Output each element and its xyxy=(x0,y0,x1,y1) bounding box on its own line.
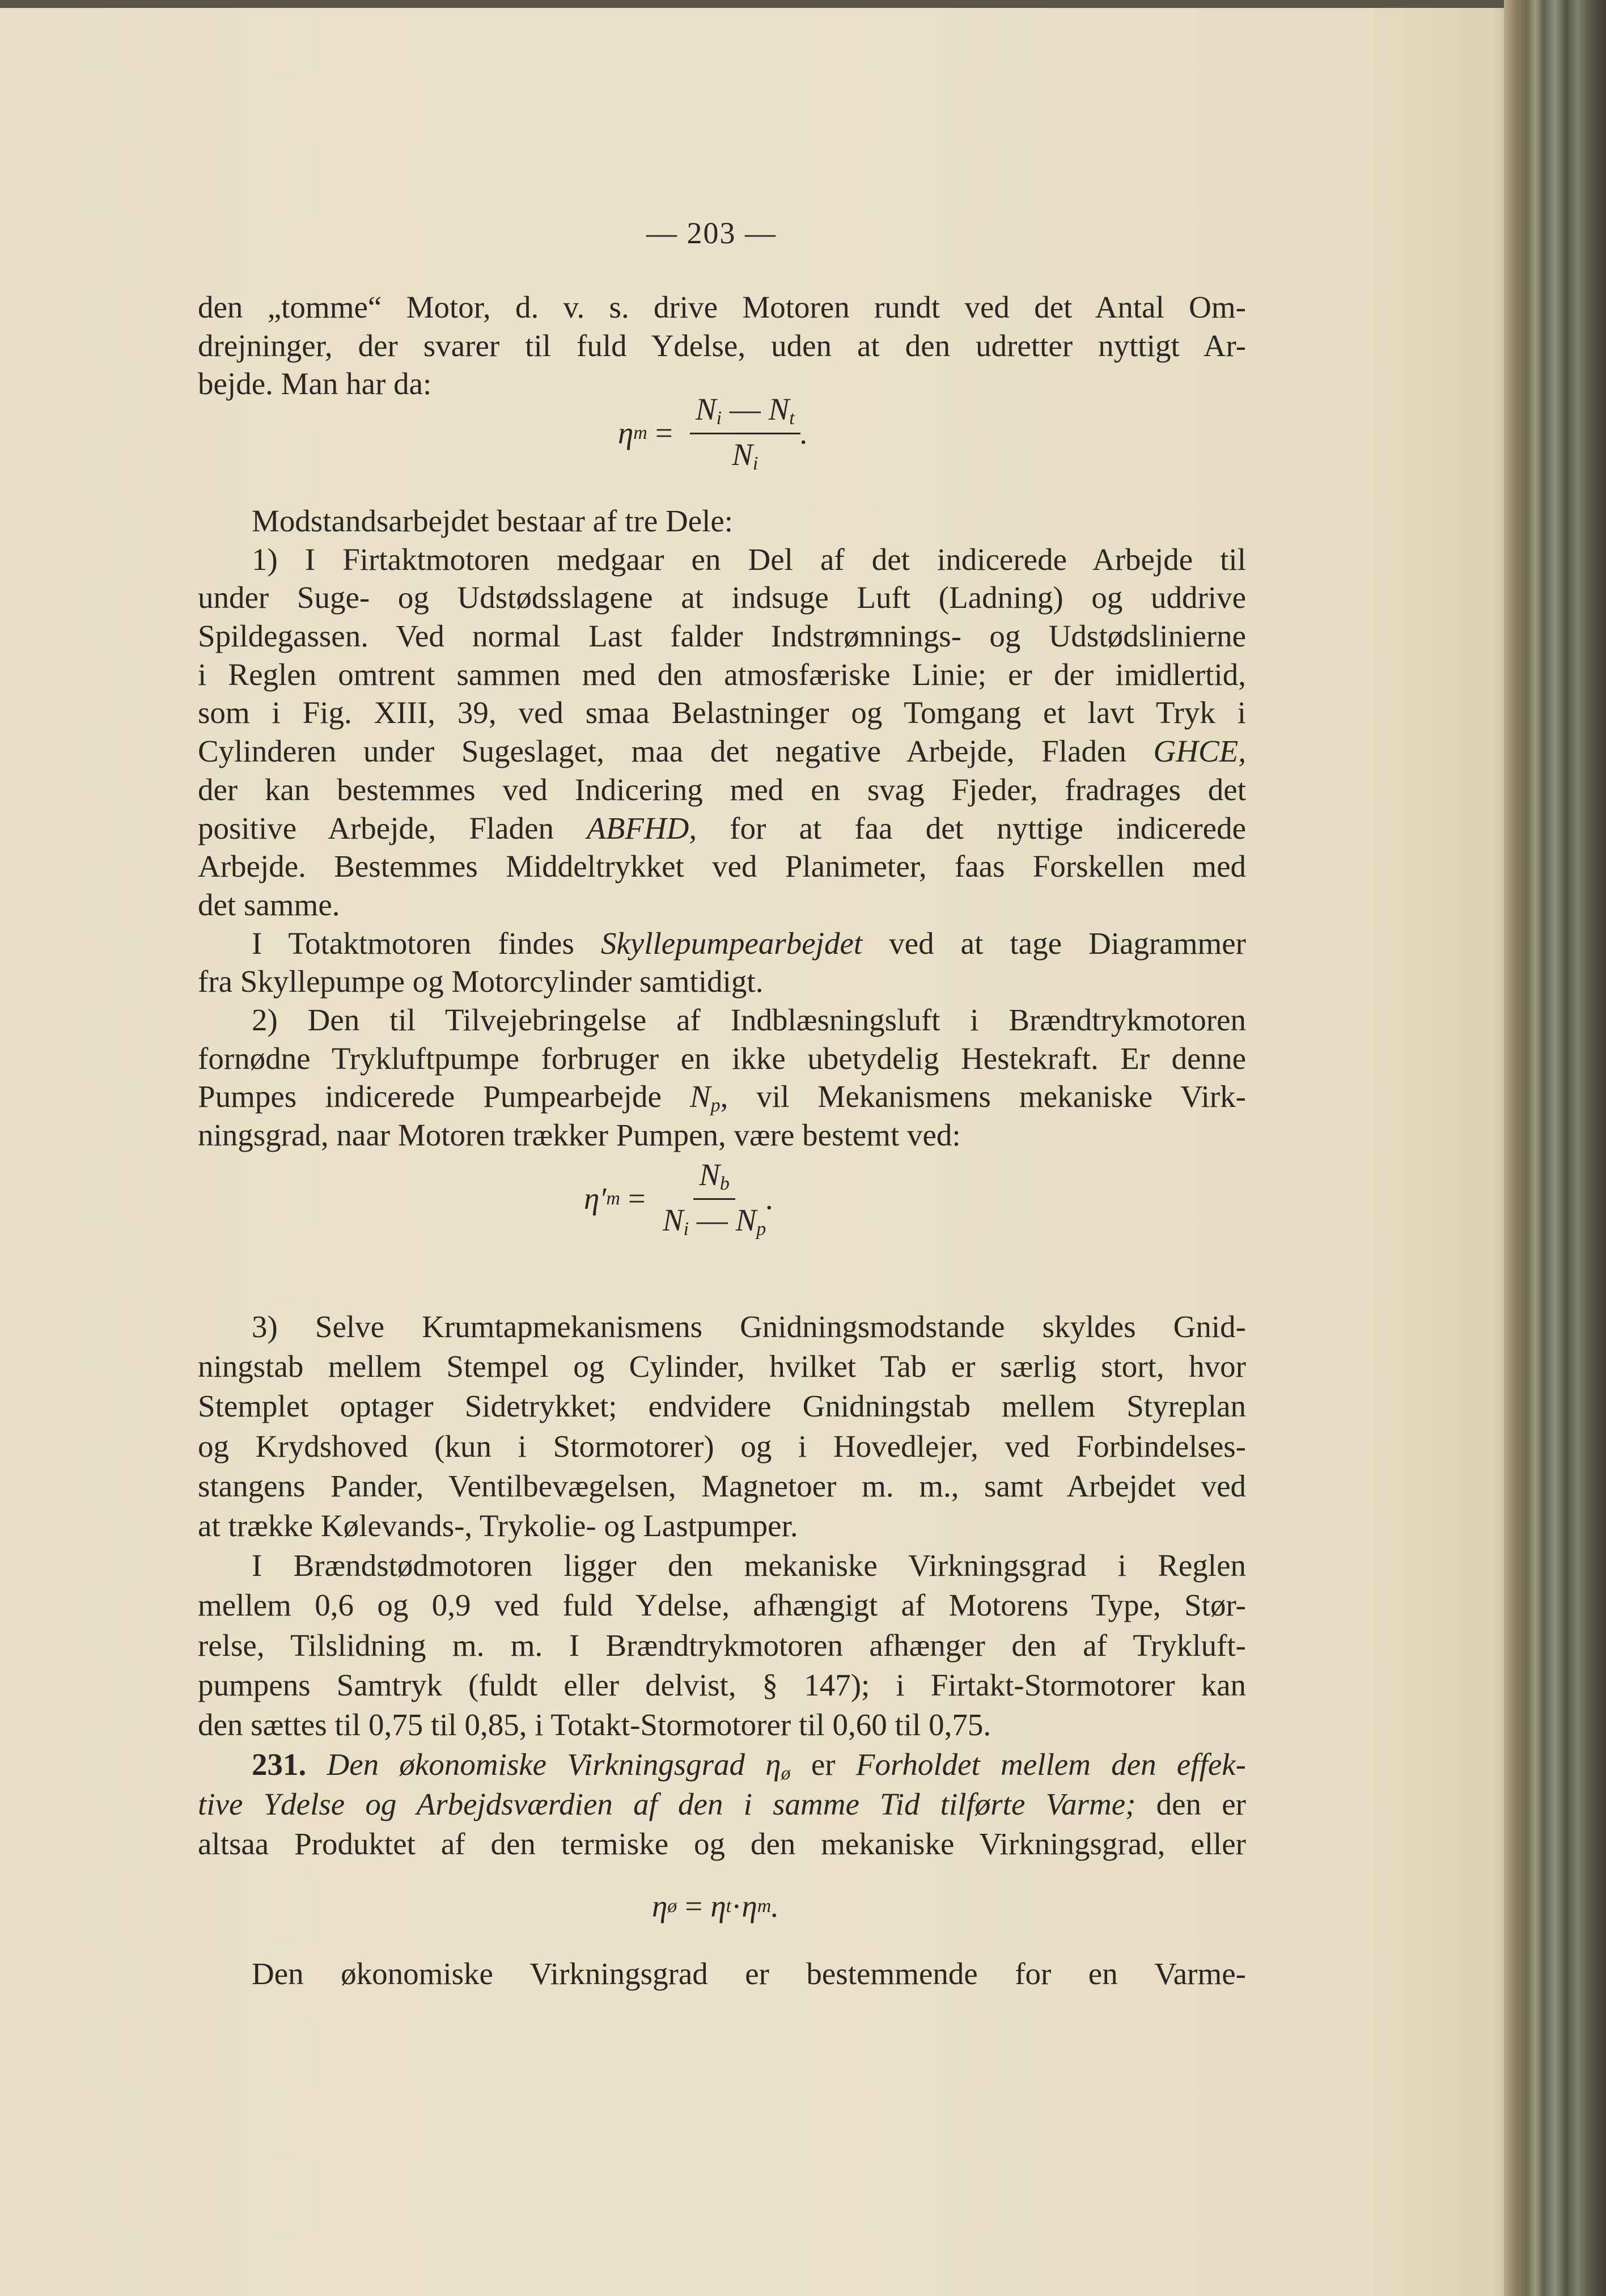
text-line: der kan bestemmes ved Indicering med en svag Fjeder, fradrages det xyxy=(198,772,1246,807)
formula-subscript: b xyxy=(719,1173,730,1194)
formula-subscript: i xyxy=(752,453,758,474)
minus-sign: — xyxy=(722,392,769,426)
formula-symbol: η′ xyxy=(584,1181,607,1216)
formula-symbol: N xyxy=(735,1203,757,1237)
italic-label-abfhd: ABFHD, xyxy=(587,810,697,845)
text-line: og Krydshoved (kun i Stormotorer) og i Hovedlejer, ved Forbindelses- xyxy=(198,1428,1246,1464)
formula-eta-m-prime xyxy=(584,1157,774,1240)
denominator xyxy=(732,434,758,475)
text-segment: I Totaktmotoren findes xyxy=(252,925,601,961)
text-line: 1) I Firtaktmotoren medgaar en Del af det indicerede Arbejde til xyxy=(252,542,1246,577)
text-line: I Brændstødmotoren ligger den mekaniske Virkningsgrad i Reglen xyxy=(252,1548,1246,1583)
text-line: Stemplet optager Sidetrykket; endvidere Gnidningstab mellem Styreplan xyxy=(198,1389,1246,1424)
text-line: 3) Selve Krumtapmekanismens Gnidningsmodstande skyldes Gnid- xyxy=(252,1309,1246,1344)
text-line: det samme. xyxy=(198,887,340,922)
text-line: i Reglen omtrent sammen med den atmosfæriske Linie; er der imidlertid, xyxy=(198,657,1246,692)
formula-period: . xyxy=(771,1889,779,1923)
fraction xyxy=(663,1157,766,1240)
italic-term: Skyllepumpearbejdet xyxy=(600,925,863,961)
text-line: at trække Kølevands-, Trykolie- og Lastpumper. xyxy=(198,1508,798,1543)
text-line: stangens Pander, Ventilbevægelsen, Magnetoer m. m., samt Arbejdet ved xyxy=(198,1468,1246,1503)
equals-sign: = xyxy=(655,416,673,450)
text-line: under Suge- og Udstødsslagene at indsuge Luft (Ladning) og uddrive xyxy=(198,580,1246,615)
paragraph-intro xyxy=(198,288,1246,403)
text-line: pumpens Samtryk (fuldt eller delvist, § 147); i Firtakt-Stormotorer kan xyxy=(198,1667,1246,1702)
formula-symbol: N xyxy=(699,1157,720,1192)
text-line: som i Fig. XIII, 39, ved smaa Belastninger og Tomgang et lavt Tryk i xyxy=(198,695,1246,730)
text-line: fornødne Trykluftpumpe forbruger en ikke ubetydelig Hestekraft. Er denne xyxy=(198,1041,1246,1076)
text-segment: ved at tage Diagrammer xyxy=(862,925,1246,961)
book-binding-edge xyxy=(1504,0,1606,2296)
formula-subscript: m xyxy=(633,422,647,443)
text-line: Arbejde. Bestemmes Middeltrykket ved Planimeter, faas Forskellen med xyxy=(198,849,1246,884)
text-segment: er xyxy=(790,1747,856,1782)
page-number: — 203 — xyxy=(646,216,777,250)
equals-sign: = xyxy=(628,1181,646,1216)
paragraph-final xyxy=(198,1954,1246,1994)
formula-subscript: i xyxy=(683,1219,689,1240)
formula-symbol: η xyxy=(741,1889,757,1923)
formula-subscript: p xyxy=(710,1095,721,1116)
text-line: fra Skyllepumpe og Motorcylinder samtidigt. xyxy=(198,964,764,999)
italic-definition: tive Ydelse og Arbejdsværdien af den i samme Tid tilførte Varme; xyxy=(198,1787,1136,1822)
text-line xyxy=(198,1785,1246,1824)
paragraphs-friction-and-economy xyxy=(198,1307,1246,1864)
text-line: Spildegassen. Ved normal Last falder Indstrømnings- og Udstødslinierne xyxy=(198,619,1246,654)
numerator xyxy=(690,391,800,434)
italic-definition: Forholdet mellem den effek- xyxy=(855,1747,1246,1782)
formula-period: . xyxy=(800,416,808,450)
formula-subscript: ø xyxy=(667,1895,677,1917)
text-segment: , vil Mekanismens mekaniske Virk- xyxy=(720,1079,1246,1114)
text-line: bejde. Man har da: xyxy=(198,366,432,401)
text-line xyxy=(198,732,1246,771)
section-number: 231. xyxy=(252,1747,307,1782)
equals-sign: = xyxy=(685,1889,703,1923)
formula-symbol: η xyxy=(652,1889,668,1923)
text-line xyxy=(198,924,1246,963)
text-line: relse, Tilslidning m. m. I Brændtrykmotoren afhænger den af Trykluft- xyxy=(198,1627,1246,1663)
text-line: altsaa Produktet af den termiske og den mekaniske Virkningsgrad, eller xyxy=(198,1826,1246,1862)
italic-label-ghce: GHCE, xyxy=(1153,734,1246,769)
text-line xyxy=(198,1077,1246,1116)
scan-top-edge xyxy=(0,0,1606,8)
minus-sign: — xyxy=(689,1203,736,1237)
formula-subscript: i xyxy=(716,408,722,429)
multiplication-dot: · xyxy=(731,1889,742,1923)
text-segment: den er xyxy=(1135,1787,1246,1822)
formula-subscript: t xyxy=(789,408,795,429)
text-segment: for at faa det nyttige indicerede xyxy=(697,810,1246,845)
text-line xyxy=(198,1745,1246,1785)
text-line: drejninger, der svarer til fuld Ydelse, uden at den udretter nyttigt Ar- xyxy=(198,328,1246,363)
formula-symbol: N xyxy=(662,1203,684,1237)
text-line: mellem 0,6 og 0,9 ved fuld Ydelse, afhængigt af Motorens Type, Stør- xyxy=(198,1588,1246,1623)
formula-subscript: m xyxy=(606,1187,620,1209)
paragraphs-resistance xyxy=(198,502,1246,1155)
formula-symbol: η xyxy=(618,416,634,450)
text-segment: Pumpes indicerede Pumpearbejde xyxy=(198,1079,690,1114)
formula-symbol: N xyxy=(732,437,753,472)
formula-subscript: t xyxy=(726,1895,732,1917)
formula-symbol: N xyxy=(768,392,790,426)
numerator xyxy=(693,1157,735,1200)
fraction xyxy=(690,391,800,475)
denominator xyxy=(663,1200,766,1240)
formula-period: . xyxy=(766,1181,774,1216)
formula-symbol: η xyxy=(710,1889,726,1923)
formula-eta-o xyxy=(652,1888,779,1924)
formula-subscript: ø xyxy=(781,1763,791,1785)
formula-subscript: p xyxy=(756,1219,766,1240)
formula-eta-m xyxy=(618,391,808,475)
formula-symbol: N xyxy=(695,392,717,426)
text-line: den „tomme“ Motor, d. v. s. drive Motoren rundt ved det Antal Om- xyxy=(198,290,1246,324)
formula-symbol: N xyxy=(689,1079,711,1114)
text-line: 2) Den til Tilvejebringelse af Indblæsningsluft i Brændtrykmotoren xyxy=(252,1002,1246,1037)
formula-subscript: m xyxy=(757,1895,772,1917)
formula-symbol: η xyxy=(765,1747,781,1782)
italic-term: Den økonomiske Virkningsgrad xyxy=(306,1747,766,1782)
text-line xyxy=(198,809,1246,848)
text-line: den sættes til 0,75 til 0,85, i Totakt-Stormotorer til 0,60 til 0,75. xyxy=(198,1707,991,1742)
text-line: Modstandsarbejdet bestaar af tre Dele: xyxy=(252,504,734,538)
text-line: Den økonomiske Virkningsgrad er bestemmende for en Varme- xyxy=(252,1956,1246,1991)
text-segment: Cylinderen under Sugeslaget, maa det negative Arbejde, Fladen xyxy=(198,734,1154,769)
text-segment: positive Arbejde, Fladen xyxy=(198,810,587,845)
text-line: ningsgrad, naar Motoren trækker Pumpen, være bestemt ved: xyxy=(198,1118,961,1152)
text-line: ningstab mellem Stempel og Cylinder, hvilket Tab er særlig stort, hvor xyxy=(198,1349,1246,1384)
